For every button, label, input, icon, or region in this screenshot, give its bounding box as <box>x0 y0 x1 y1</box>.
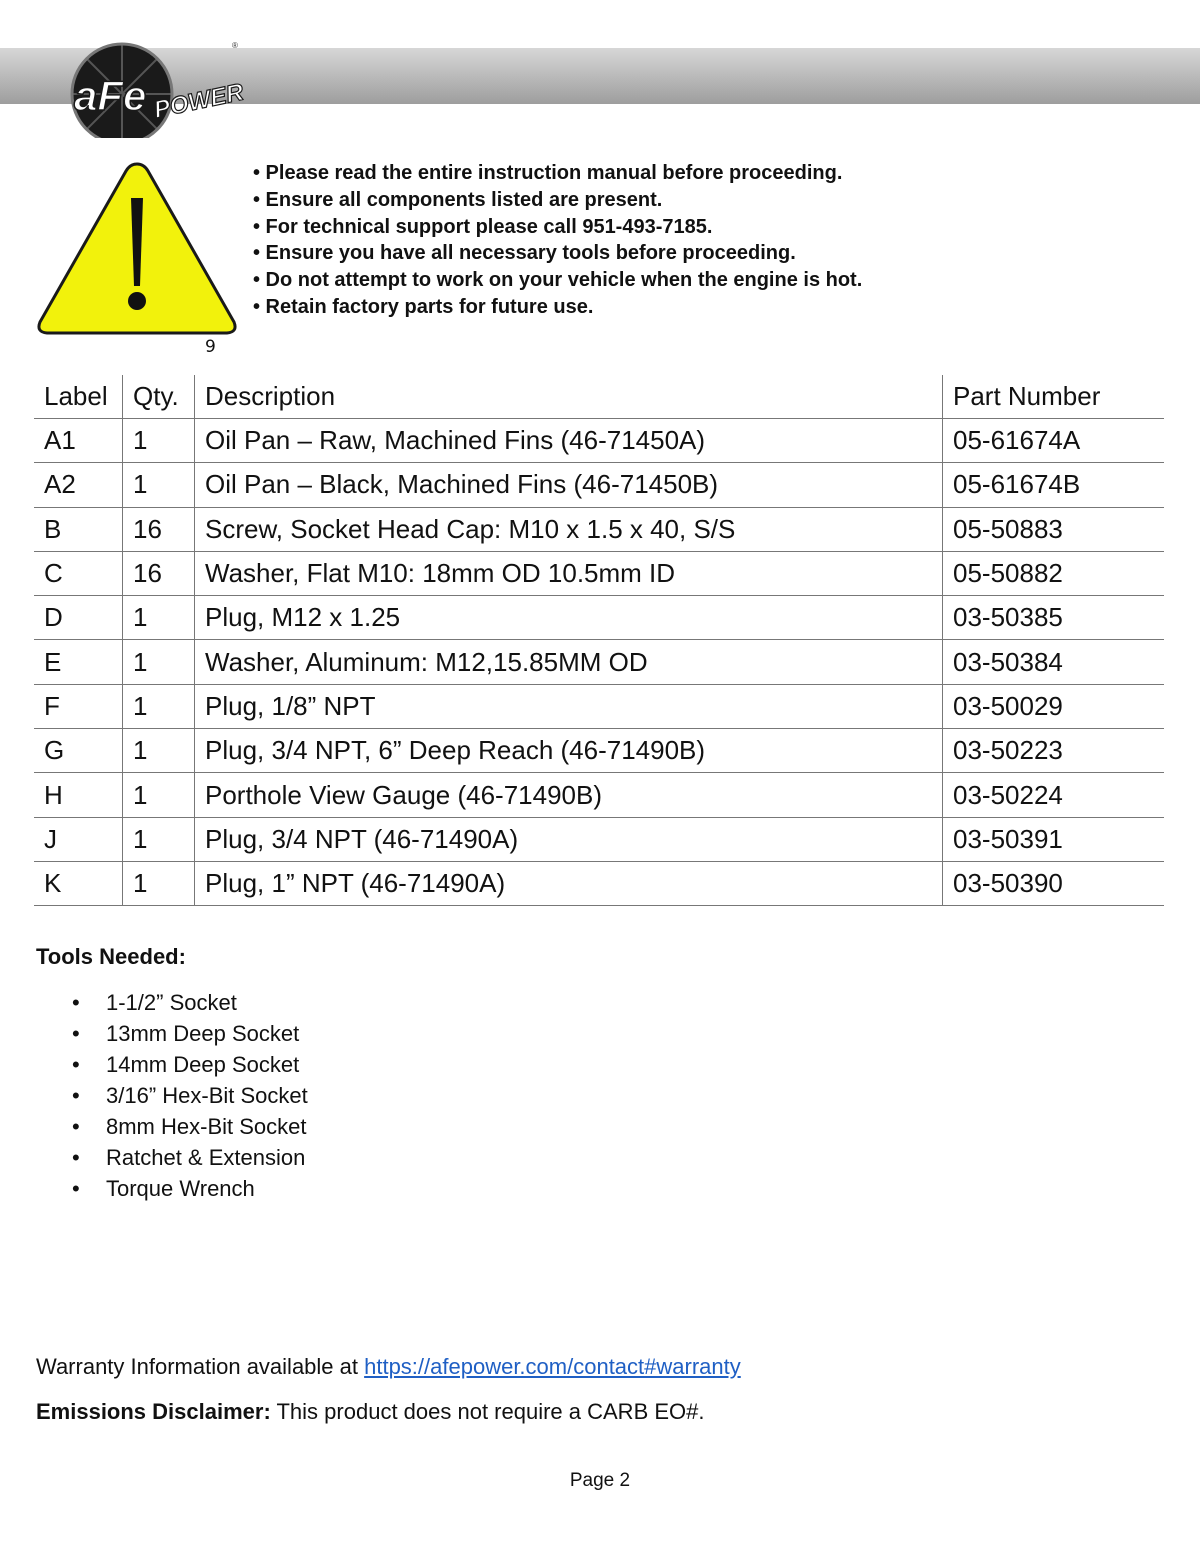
cell-description: Oil Pan – Black, Machined Fins (46-71450B) <box>195 463 943 507</box>
warning-triangle-icon <box>34 158 240 338</box>
cell-label: C <box>34 551 123 595</box>
parts-table <box>34 375 1164 906</box>
cell-description: Plug, M12 x 1.25 <box>195 596 943 640</box>
cell-part-number: 03-50391 <box>943 817 1165 861</box>
cell-description: Plug, 3/4 NPT, 6” Deep Reach (46-71490B) <box>195 729 943 773</box>
table-row <box>34 419 1164 463</box>
table-row <box>34 729 1164 773</box>
cell-description: Porthole View Gauge (46-71490B) <box>195 773 943 817</box>
cell-label: F <box>34 684 123 728</box>
cell-qty: 1 <box>123 684 195 728</box>
cell-qty: 1 <box>123 419 195 463</box>
tool-label: 14mm Deep Socket <box>106 1052 300 1077</box>
cell-label: D <box>34 596 123 640</box>
cell-label: G <box>34 729 123 773</box>
cell-description: Plug, 1” NPT (46-71490A) <box>195 861 943 905</box>
header-qty: Qty. <box>123 375 195 419</box>
tool-label: 1-1/2” Socket <box>106 990 237 1015</box>
list-item <box>72 1049 308 1080</box>
table-row <box>34 640 1164 684</box>
notice-item: • Ensure you have all necessary tools before proceeding. <box>253 242 796 265</box>
bullet-icon: • <box>72 1052 80 1077</box>
tool-label: Torque Wrench <box>106 1176 255 1201</box>
header-part-number: Part Number <box>943 375 1165 419</box>
table-row <box>34 773 1164 817</box>
bullet-icon: • <box>72 1176 80 1201</box>
cell-part-number: 03-50223 <box>943 729 1165 773</box>
table-row <box>34 684 1164 728</box>
cell-label: B <box>34 507 123 551</box>
bullet-icon: • <box>72 1145 80 1170</box>
cell-label: J <box>34 817 123 861</box>
notice-item: • Please read the entire instruction manual before proceeding. <box>253 162 843 184</box>
cell-description: Plug, 3/4 NPT (46-71490A) <box>195 817 943 861</box>
cell-part-number: 03-50224 <box>943 773 1165 817</box>
cell-qty: 1 <box>123 773 195 817</box>
cell-part-number: 05-50883 <box>943 507 1165 551</box>
cell-description: Oil Pan – Raw, Machined Fins (46-71450A) <box>195 419 943 463</box>
figure-number: 9 <box>205 337 216 357</box>
list-item <box>72 987 308 1018</box>
bullet-icon: • <box>72 1114 80 1139</box>
logo-brand: aFe <box>74 72 147 119</box>
tools-list <box>72 987 308 1204</box>
table-row <box>34 551 1164 595</box>
cell-description: Washer, Aluminum: M12,15.85MM OD <box>195 640 943 684</box>
cell-part-number: 03-50384 <box>943 640 1165 684</box>
cell-part-number: 05-61674B <box>943 463 1165 507</box>
logo-tagline: POWER <box>151 78 246 124</box>
emissions-label: Emissions Disclaimer: <box>36 1399 271 1424</box>
cell-qty: 1 <box>123 640 195 684</box>
cell-description: Plug, 1/8” NPT <box>195 684 943 728</box>
bullet-icon: • <box>72 990 80 1015</box>
safety-notices <box>253 160 862 321</box>
list-item <box>72 1080 308 1111</box>
header-description: Description <box>195 375 943 419</box>
notice-item: • For technical support please call 951-493-7185. <box>253 215 713 238</box>
cell-label: E <box>34 640 123 684</box>
warranty-text: Warranty Information available at <box>36 1354 365 1379</box>
warranty-info <box>36 1354 741 1380</box>
table-row <box>34 861 1164 905</box>
tool-label: 8mm Hex-Bit Socket <box>106 1114 307 1139</box>
cell-part-number: 05-61674A <box>943 419 1165 463</box>
cell-part-number: 03-50390 <box>943 861 1165 905</box>
cell-qty: 1 <box>123 596 195 640</box>
emissions-disclaimer <box>36 1399 705 1425</box>
warranty-link[interactable]: https://afepower.com/contact#warranty <box>364 1354 741 1379</box>
tools-title: Tools Needed: <box>36 944 186 969</box>
table-header-row <box>34 375 1164 419</box>
cell-part-number: 03-50385 <box>943 596 1165 640</box>
cell-description: Screw, Socket Head Cap: M10 x 1.5 x 40, S/S <box>195 507 943 551</box>
cell-description: Washer, Flat M10: 18mm OD 10.5mm ID <box>195 551 943 595</box>
bullet-icon: • <box>72 1083 80 1108</box>
notice-item: • Retain factory parts for future use. <box>253 295 594 318</box>
cell-part-number: 03-50029 <box>943 684 1165 728</box>
list-item <box>72 1173 308 1204</box>
cell-qty: 1 <box>123 817 195 861</box>
table-row <box>34 507 1164 551</box>
list-item <box>72 1111 308 1142</box>
emissions-text: This product does not require a CARB EO#. <box>270 1399 705 1424</box>
notice-item: • Ensure all components listed are present. <box>253 188 663 211</box>
table-row <box>34 596 1164 640</box>
page-number: Page 2 <box>569 1470 631 1491</box>
cell-qty: 1 <box>123 463 195 507</box>
tool-label: 13mm Deep Socket <box>106 1021 300 1046</box>
cell-label: A1 <box>34 419 123 463</box>
bullet-icon: • <box>72 1021 80 1046</box>
header-label: Label <box>34 375 123 419</box>
cell-label: H <box>34 773 123 817</box>
cell-qty: 1 <box>123 729 195 773</box>
cell-qty: 16 <box>123 507 195 551</box>
notice-item: • Do not attempt to work on your vehicle when the engine is hot. <box>253 269 863 292</box>
table-row <box>34 463 1164 507</box>
afe-power-logo <box>60 18 260 138</box>
cell-qty: 1 <box>123 861 195 905</box>
svg-text:®: ® <box>232 41 238 50</box>
table-row <box>34 817 1164 861</box>
list-item <box>72 1142 308 1173</box>
tool-label: 3/16” Hex-Bit Socket <box>106 1083 308 1108</box>
tool-label: Ratchet & Extension <box>106 1145 306 1170</box>
list-item <box>72 1018 308 1049</box>
cell-label: K <box>34 861 123 905</box>
cell-qty: 16 <box>123 551 195 595</box>
cell-part-number: 05-50882 <box>943 551 1165 595</box>
cell-label: A2 <box>34 463 123 507</box>
